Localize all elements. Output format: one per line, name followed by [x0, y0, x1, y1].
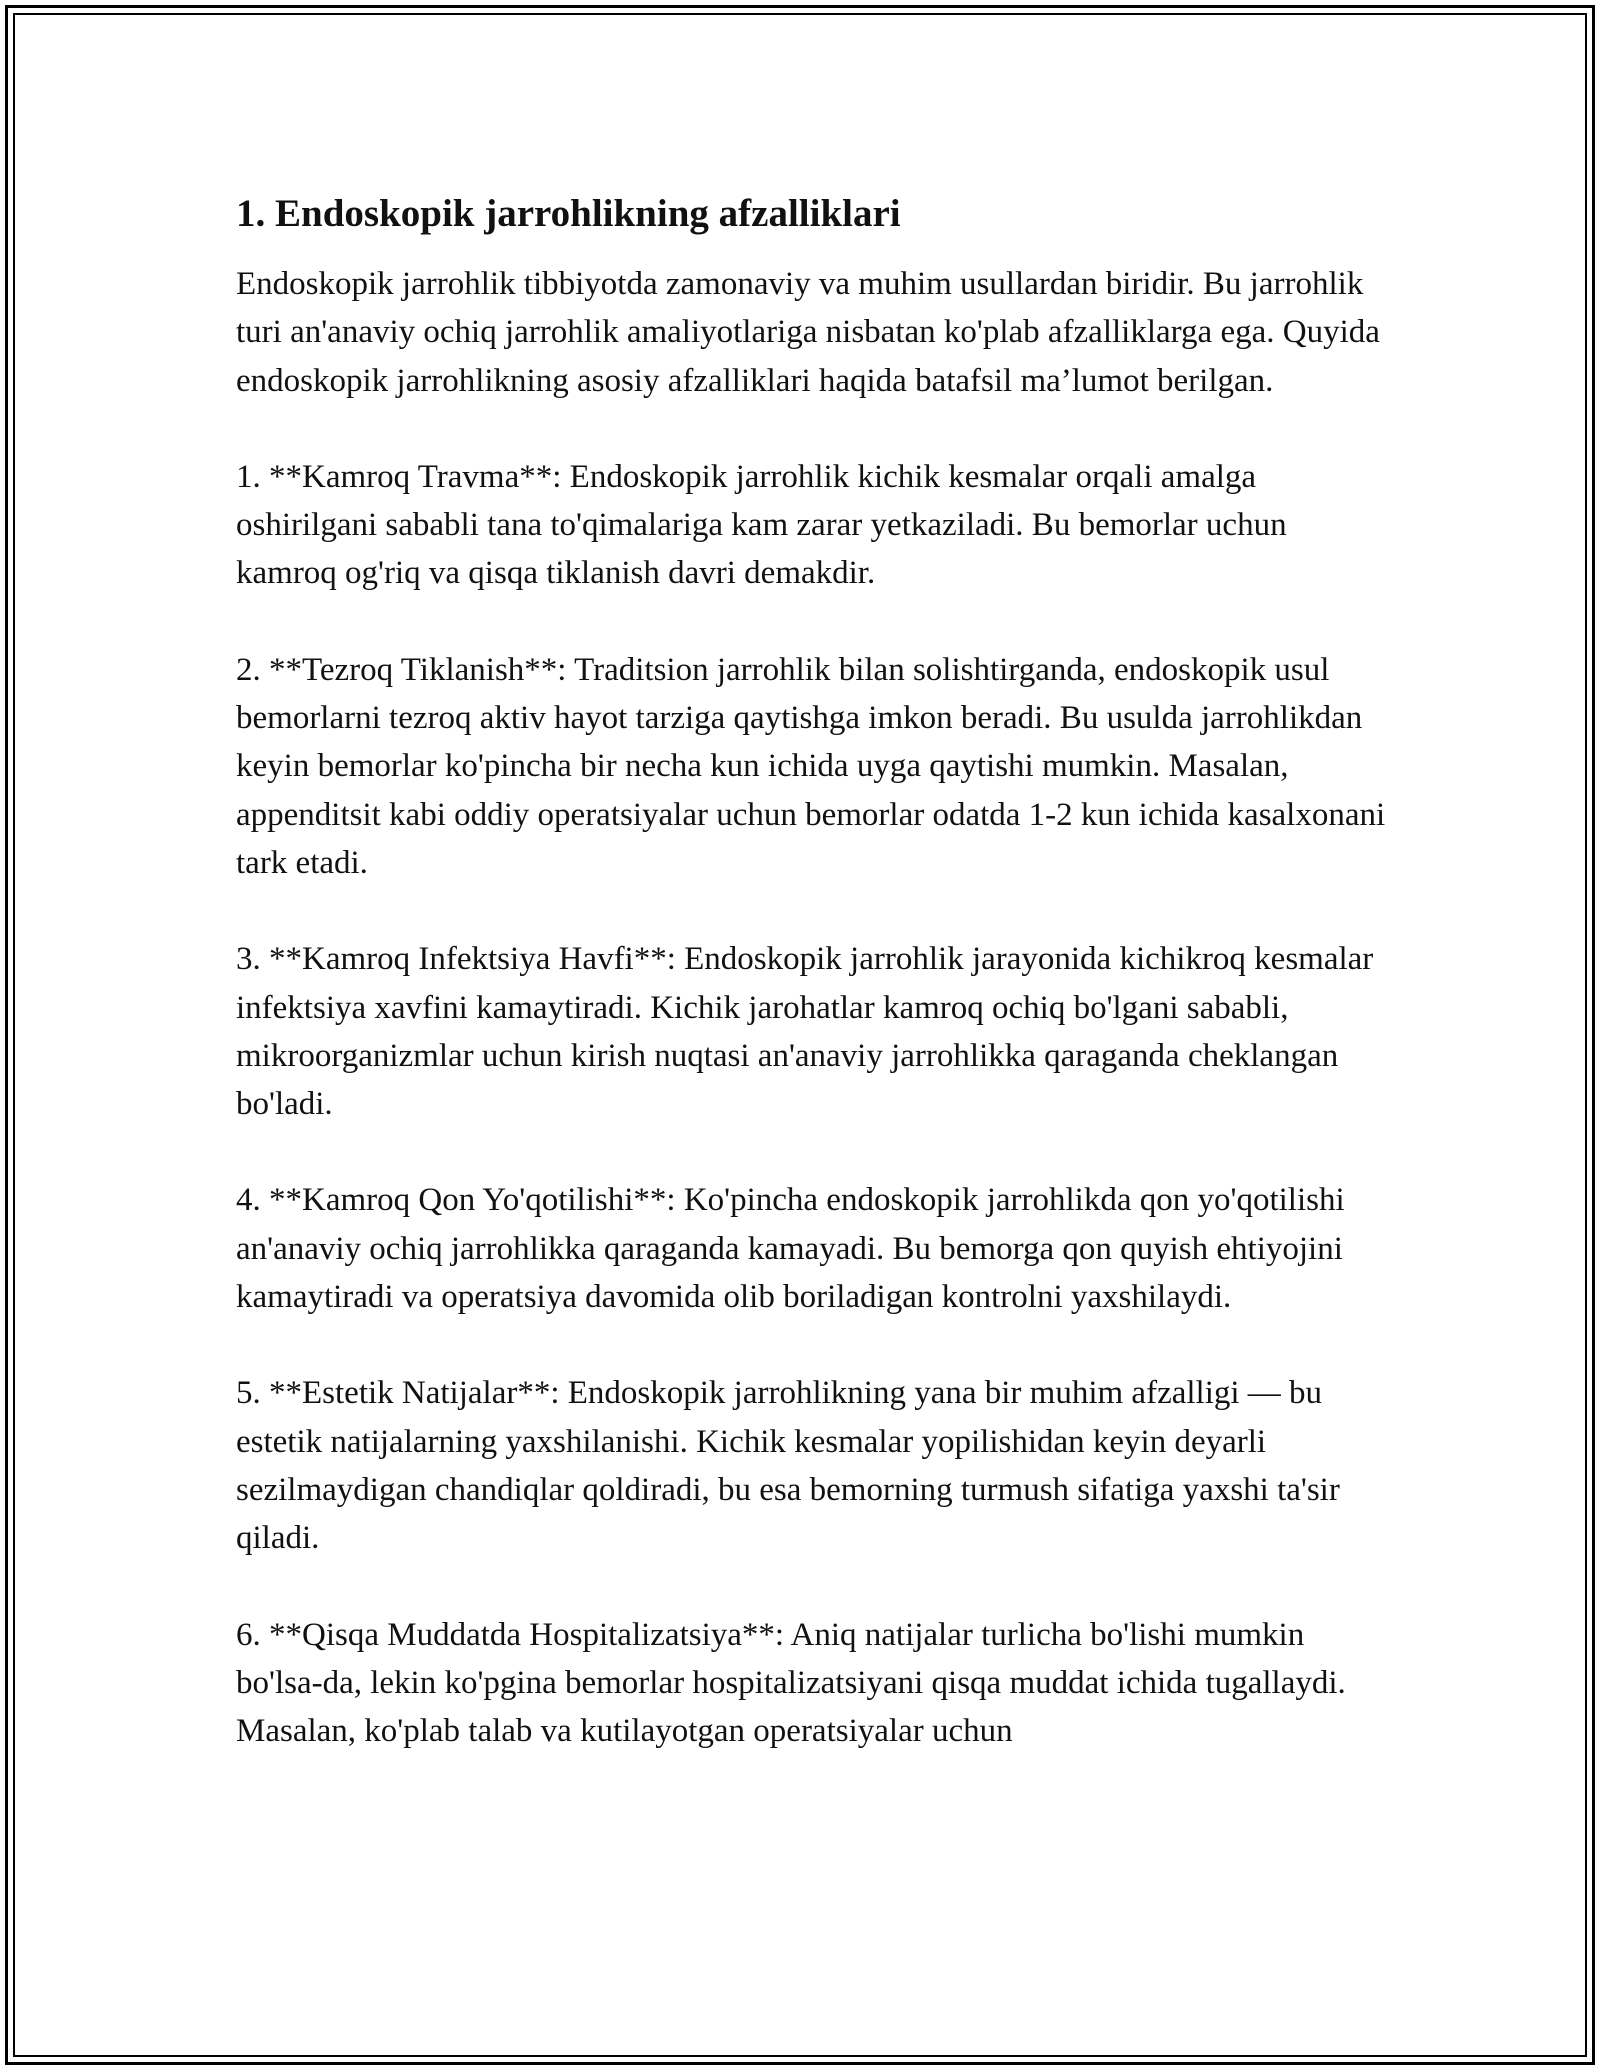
list-item-kamroq-travma: 1. **Kamroq Travma**: Endoskopik jarrohlik kichik kesmalar orqali amalga oshirilgani sababli tana to'qimalariga kam zarar yetkaziladi. Bu bemorlar uchun kamroq og'riq va qisqa tiklanish davri demakdir. [236, 458, 1287, 592]
list-item-qisqa-hospitalizatsiya: 6. **Qisqa Muddatda Hospitalizatsiya**: Aniq natijalar turlicha bo'lishi mumkin bo'lsa-da, lekin ko'pgina bemorlar hospitalizatsiyani qisqa muddat ichida tugallaydi. Masalan, ko'plab talab va kutilayotgan operatsiyalar uchun [236, 1616, 1346, 1750]
list-item-infektsiya-havfi: 3. **Kamroq Infektsiya Havfi**: Endoskopik jarrohlik jarayonida kichikroq kesmalar infektsiya xavfini kamaytiradi. Kichik jarohatlar kamroq ochiq bo'lgani sababli, mikroorganizmlar uchun kirish nuqtasi an'anaviy jarrohlikka qaraganda cheklangan bo'ladi. [236, 941, 1374, 1123]
list-item-estetik-natijalar: 5. **Estetik Natijalar**: Endoskopik jarrohlikning yana bir muhim afzalligi — bu estetik natijalarning yaxshilanishi. Kichik kesmalar yopilishidan keyin deyarli sezilmaydigan chandiqlar qoldiradi, bu esa bemorning turmush sifatiga yaxshi ta'sir qiladi. [236, 1375, 1340, 1557]
list-item-tezroq-tiklanish: 2. **Tezroq Tiklanish**: Traditsion jarrohlik bilan solishtirganda, endoskopik usul bemorlarni tezroq aktiv hayot tarziga qaytishga imkon beradi. Bu usulda jarrohlikdan keyin bemorlar ko'pincha bir necha kun ichida uyga qaytishi mumkin. Masalan, appenditsit kabi oddiy operatsiyalar uchun bemorlar odatda 1-2 kun ichida kasalxonani tark etadi. [236, 651, 1386, 881]
list-item-qon-yoqotilishi: 4. **Kamroq Qon Yo'qotilishi**: Ko'pincha endoskopik jarrohlikda qon yo'qotilishi an'anaviy ochiq jarrohlikka qaraganda kamayadi. Bu bemorga qon quyish ehtiyojini kamaytiradi va operatsiya davomida olib boriladigan kontrolni yaxshilaydi. [236, 1182, 1345, 1316]
section-heading: 1. Endoskopik jarrohlikning afzalliklari [236, 192, 901, 235]
document-body [236, 188, 1386, 1803]
intro-paragraph: Endoskopik jarrohlik tibbiyotda zamonaviy va muhim usullardan biridir. Bu jarrohlik turi an'anaviy ochiq jarrohlik amaliyotlariga nisbatan ko'plab afzalliklarga ega. Quyida endoskopik jarrohlikning asosiy afzalliklari haqida batafsil ma’lumot berilgan. [236, 266, 1380, 399]
